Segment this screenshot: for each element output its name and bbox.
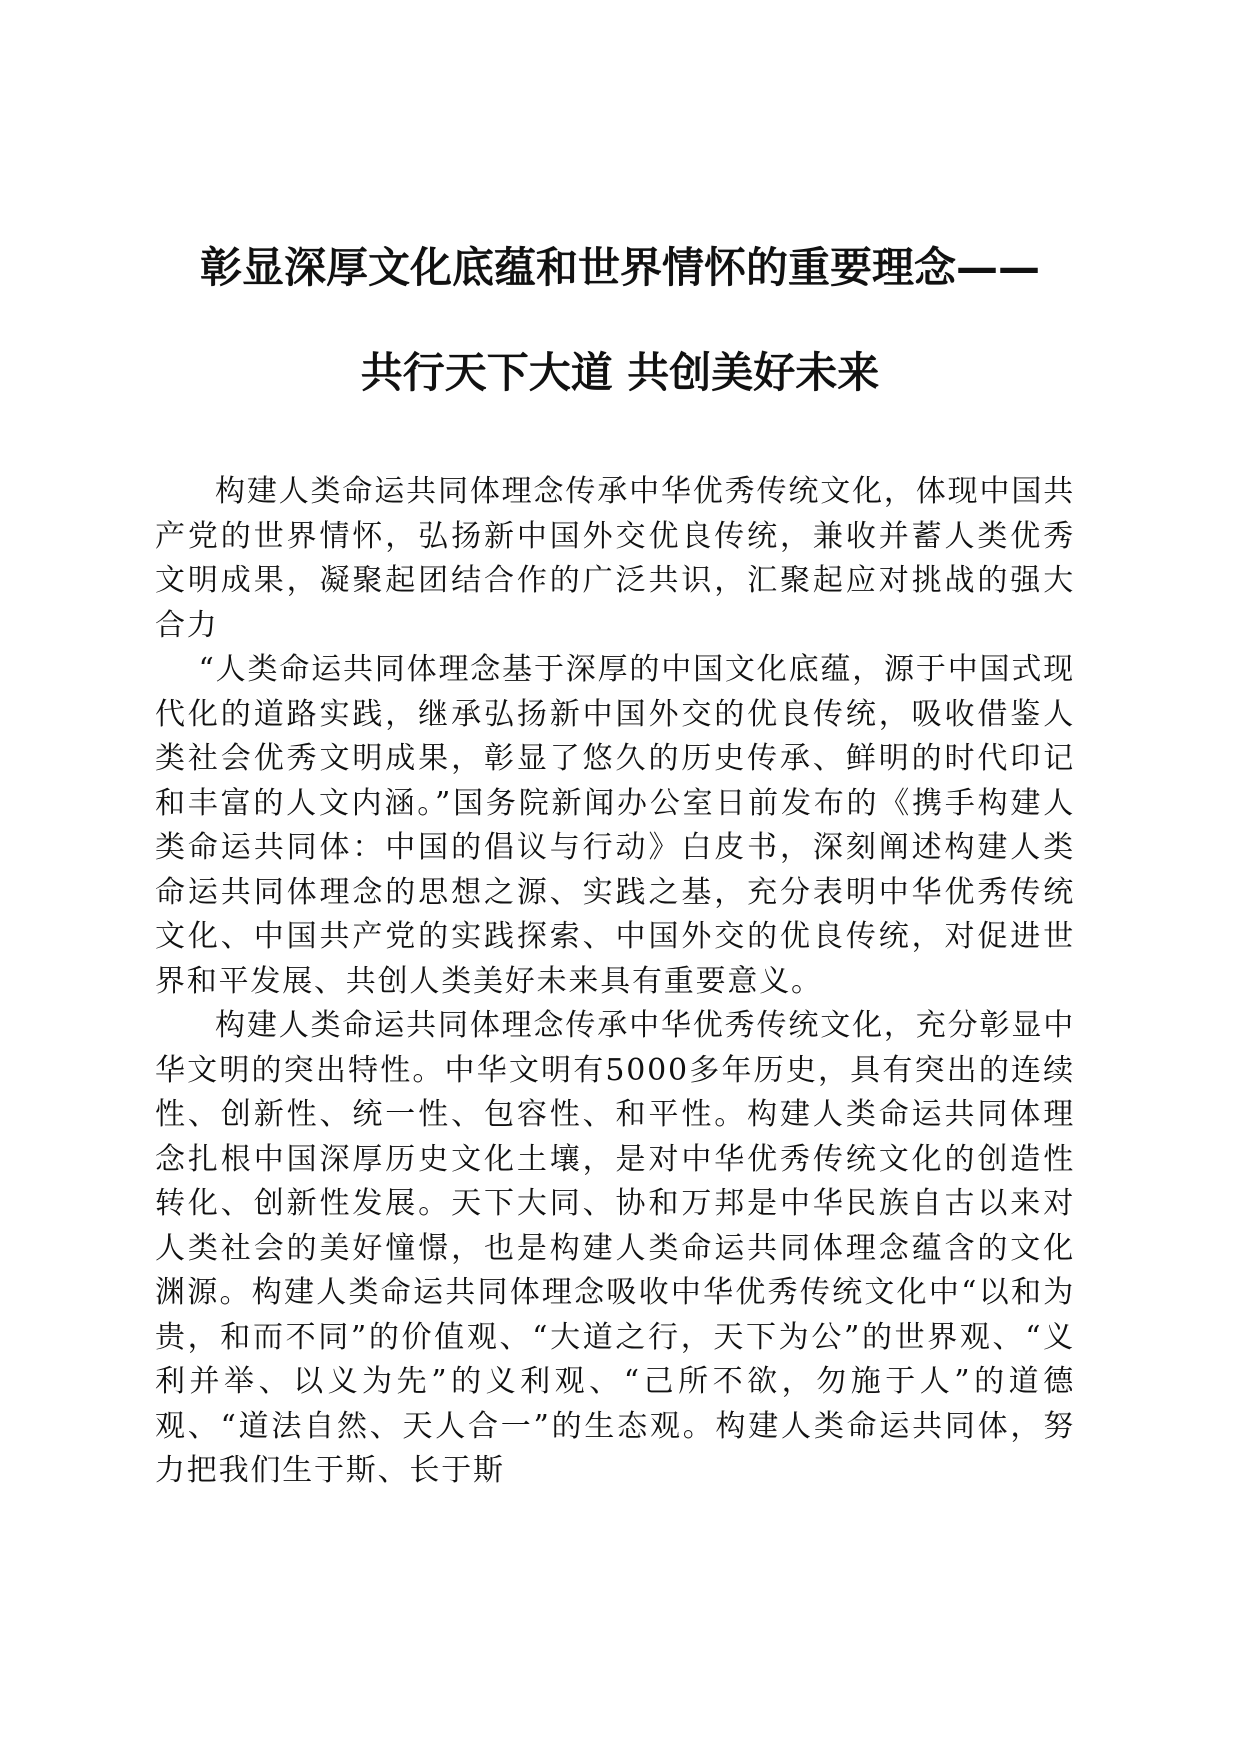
article-body — [155, 470, 1075, 1494]
title-block — [150, 240, 1090, 400]
paragraph-2: “人类命运共同体理念基于深厚的中国文化底蕴，源于中国式现代化的道路实践，继承弘扬新中国外交的优良传统，吸收借鉴人类社会优秀文明成果，彰显了悠久的历史传承、鲜明的时代印记和丰富的人文内涵。”国务院新闻办公室日前发布的《携手构建人类命运共同体：中国的倡议与行动》白皮书，深刻阐述构建人类命运共同体理念的思想之源、实践之基，充分表明中华优秀传统文化、中国共产党的实践探索、中国外交的优良传统，对促进世界和平发展、共创人类美好未来具有重要意义。 — [155, 652, 1075, 999]
paragraph-1: 构建人类命运共同体理念传承中华优秀传统文化，体现中国共产党的世界情怀，弘扬新中国外交优良传统，兼收并蓄人类优秀文明成果，凝聚起团结合作的广泛共识，汇聚起应对挑战的强大合力 — [155, 474, 1075, 643]
paragraph-3: 构建人类命运共同体理念传承中华优秀传统文化，充分彰显中华文明的突出特性。中华文明有5000多年历史，具有突出的连续性、创新性、统一性、包容性、和平性。构建人类命运共同体理念扎根中国深厚历史文化土壤，是对中华优秀传统文化的创造性转化、创新性发展。天下大同、协和万邦是中华民族自古以来对人类社会的美好憧憬，也是构建人类命运共同体理念蕴含的文化渊源。构建人类命运共同体理念吸收中华优秀传统文化中“以和为贵，和而不同”的价值观、“大道之行，天下为公”的世界观、“义利并举、以义为先”的义利观、“己所不欲，勿施于人”的道德观、“道法自然、天人合一”的生态观。构建人类命运共同体，努力把我们生于斯、长于斯 — [155, 1008, 1075, 1488]
page-title-line-2: 共行天下大道 共创美好未来 — [360, 348, 880, 397]
page-title-line-1: 彰显深厚文化底蕴和世界情怀的重要理念—— — [199, 243, 1040, 292]
